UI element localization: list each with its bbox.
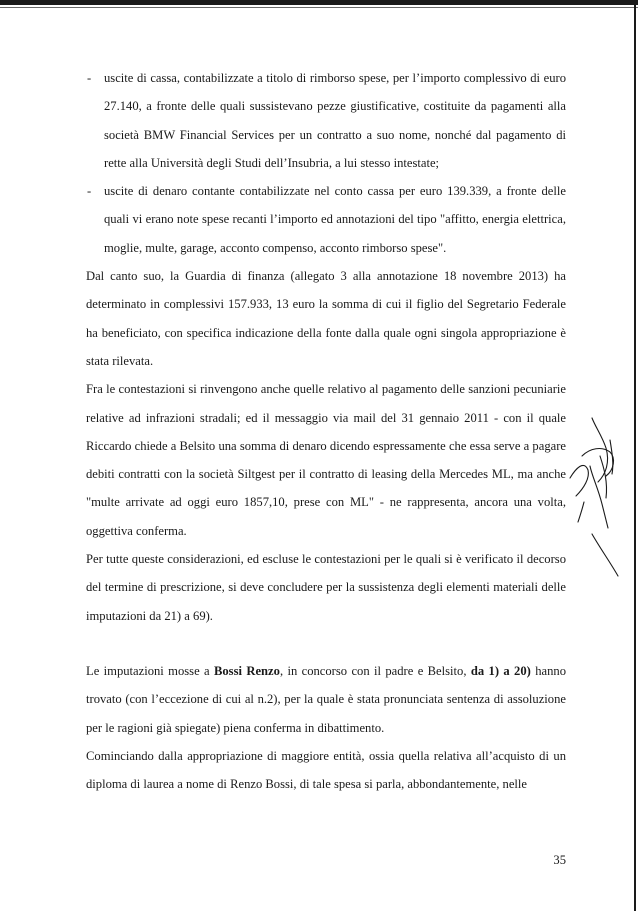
renzo-text-part3: hanno trovato (con l’eccezione di cui al n.2), per la quale è stata pronunciata sentenza di assoluzione per le ragioni già spiegate) piena conferma in dibattimento. — [86, 663, 566, 735]
page-number: 35 — [553, 853, 566, 867]
bullet-text-cassa: uscite di cassa, contabilizzate a titolo di rimborso spese, per l’importo complessivo di euro 27.140, a fronte delle quali sussistevano pezze giustificative, costituite da pagamenti alla società BMW Financial Services per un contratto a suo nome, nonché dal pagamento di rette alla Università degli Studi dell’Insubria, a lui stesso intestate; — [104, 71, 566, 170]
document-body — [86, 64, 566, 798]
bullet-text-contante: uscite di denaro contante contabilizzate nel conto cassa per euro 139.339, a fronte delle quali vi erano note spese recanti l’importo ed annotazioni del tipo "affitto, energia elettrica, moglie, multe, garage, acconto compenso, acconto rimborso spese". — [104, 184, 566, 255]
top-border-line — [0, 0, 638, 5]
paragraph-bossi-renzo — [86, 657, 566, 742]
top-border-thin-line — [0, 7, 638, 8]
paragraph-conclusione: Per tutte queste considerazioni, ed escluse le contestazioni per le quali si è verificato il decorso del termine di prescrizione, si deve concludere per la sussistenza degli elementi materiali delle imputazioni da 21) a 69). — [86, 552, 566, 623]
bullet-marker: - — [87, 71, 92, 85]
renzo-text-part1: Le imputazioni mosse a — [86, 663, 214, 678]
bullet-marker: - — [87, 184, 92, 199]
paragraph-guardia-finanza: Dal canto suo, la Guardia di finanza (allegato 3 alla annotazione 18 novembre 2013) ha determinato in complessivi 157.933, 13 euro la somma di cui il figlio del Segretario Federale ha beneficiato, con specifica indicazione della fonte dalla quale ogni singola appropriazione è stata rilevata. — [86, 269, 566, 368]
right-border-line — [634, 0, 636, 911]
paragraph-diploma: Cominciando dalla appropriazione di maggiore entità, ossia quella relativa all’acquisto di un diploma di laurea a nome di Renzo Bossi, di tale spesa si parla, abbondantemente, nelle — [86, 748, 566, 792]
handwritten-signature-icon — [562, 412, 620, 582]
paragraph-contestazioni: Fra le contestazioni si rinvengono anche quelle relativo al pagamento delle sanzioni pecuniarie relative ad infrazioni stradali; ed il messaggio via mail del 31 gennaio 2011 - con il quale Riccardo chiede a Belsito una somma di denaro dicendo espressamente che essa serve a pagare debiti contratti con la società Siltgest per il contratto di leasing della Mercedes ML, ma anche "multe arrivate ad oggi euro 1857,10, prese con ML" - ne rappresenta, ancora una volta, oggettiva conferma. — [86, 382, 566, 538]
bullet-item-cassa — [86, 64, 566, 177]
renzo-text-part2: , in concorso con il padre e Belsito, — [279, 663, 471, 678]
renzo-imputation-range: da 1) a 20) — [470, 663, 531, 678]
paragraph-spacer — [86, 630, 566, 657]
renzo-name: Bossi Renzo — [213, 663, 280, 678]
bullet-item-contante — [86, 177, 566, 262]
